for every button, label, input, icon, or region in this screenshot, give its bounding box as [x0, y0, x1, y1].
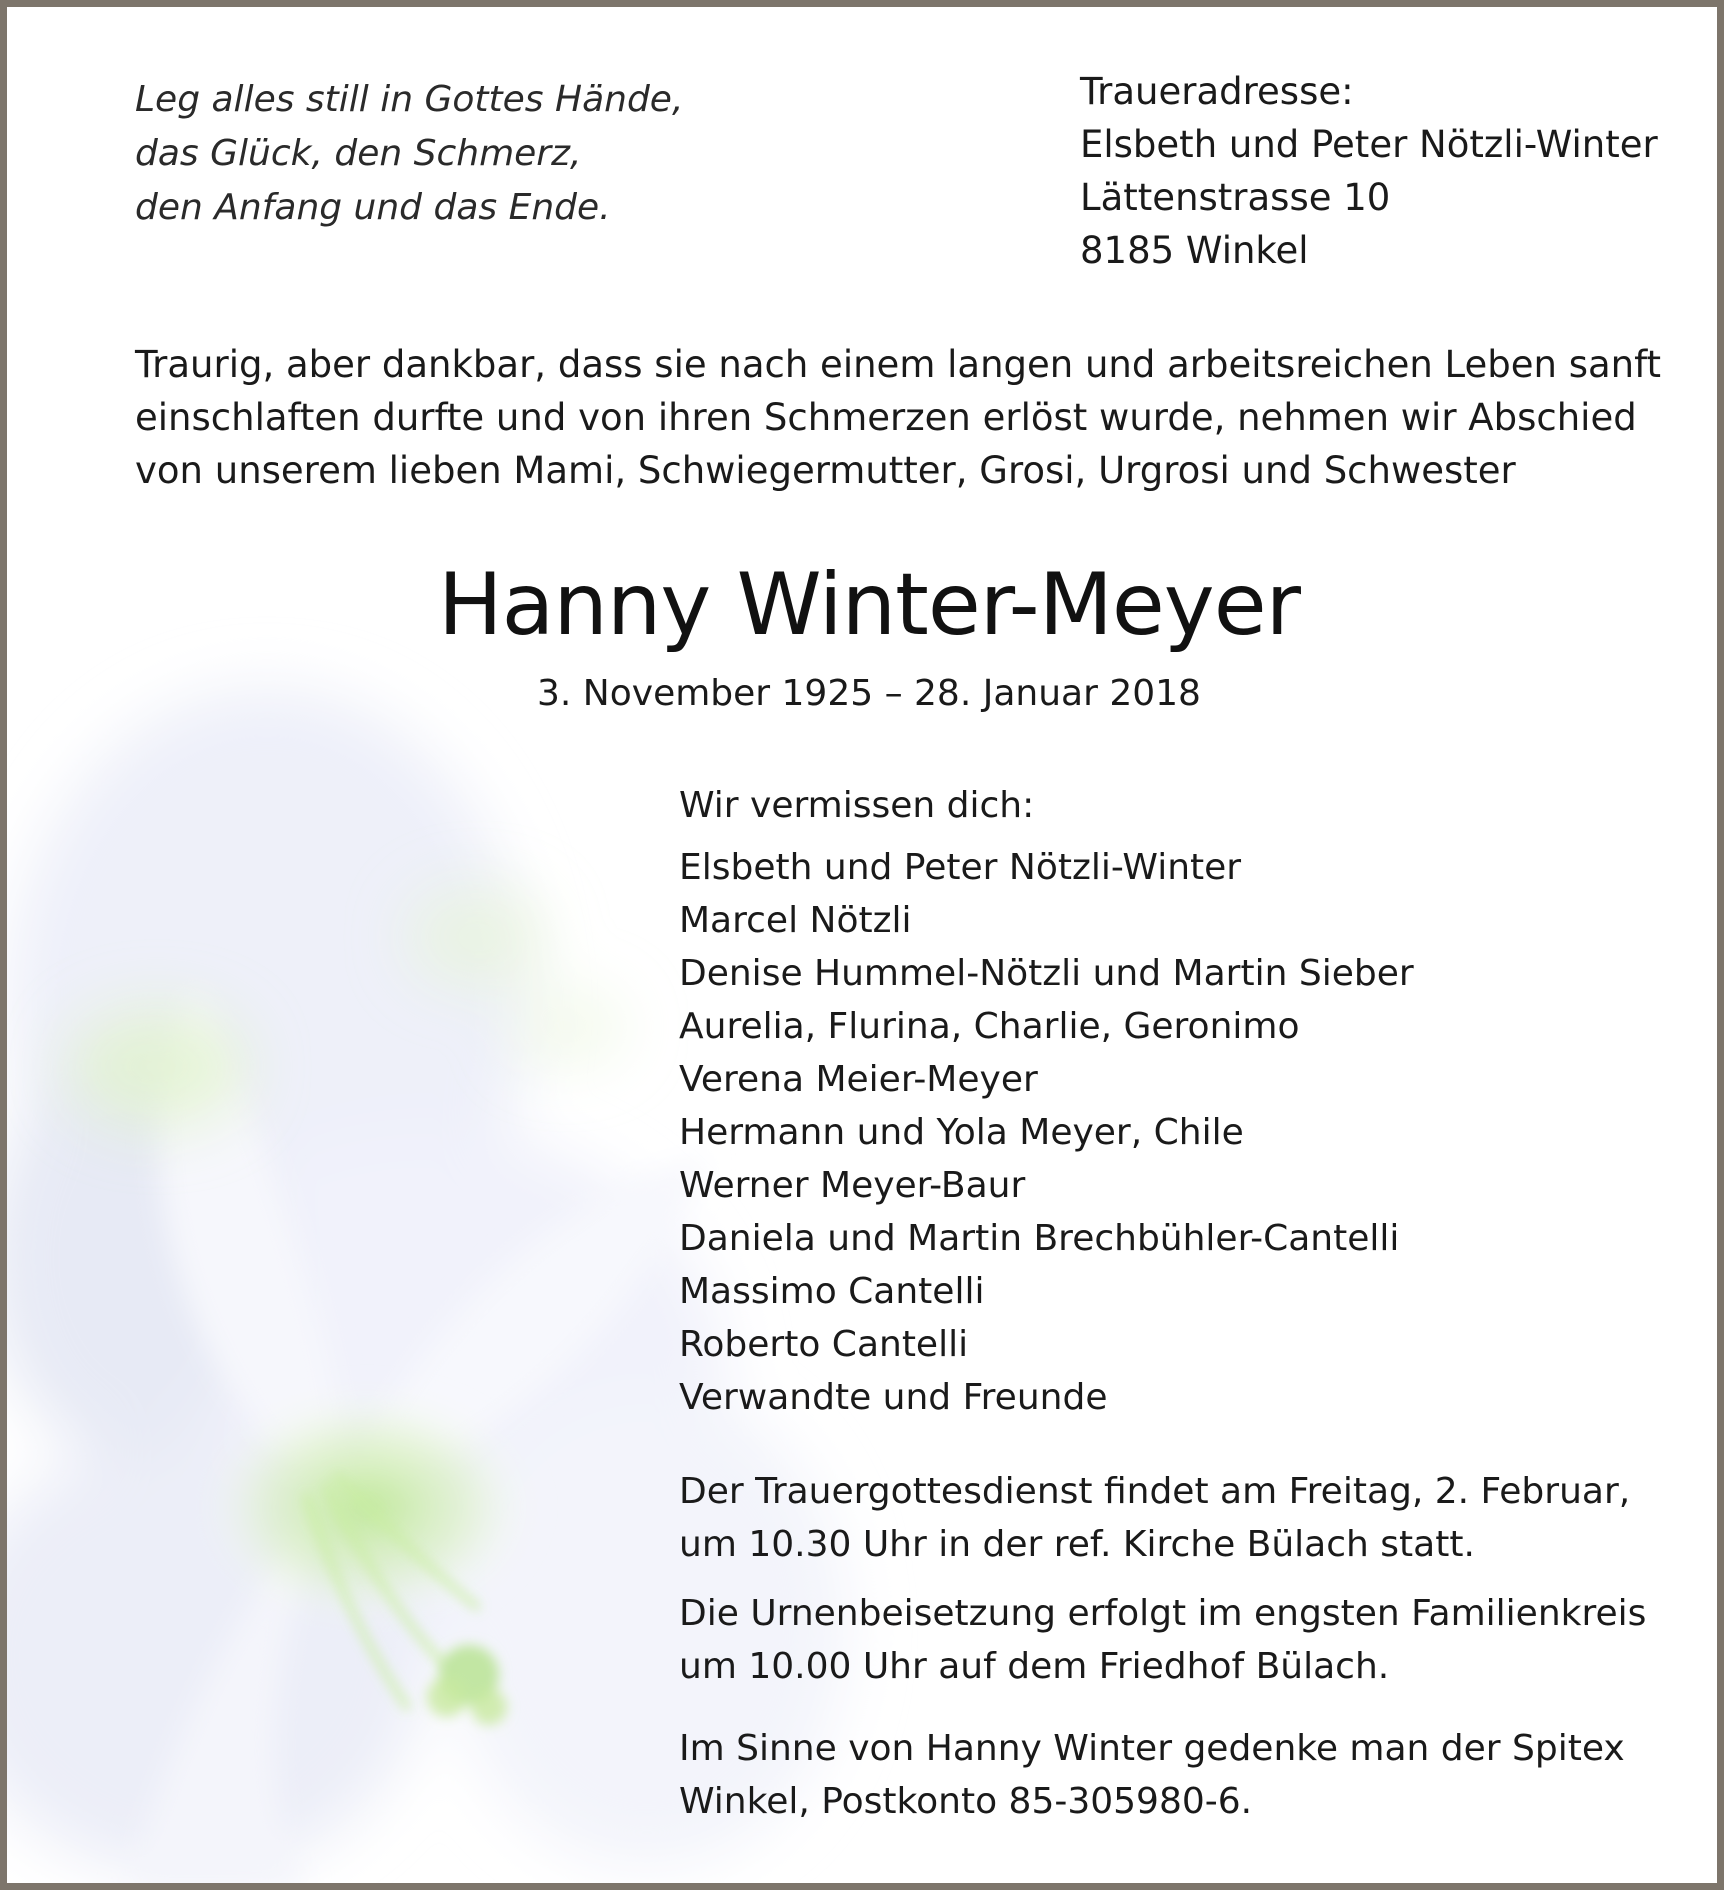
verse-line-3: den Anfang und das Ende. [135, 187, 611, 228]
burial-line-1: Die Urnenbeisetzung erfolgt im engsten Familienkreis [679, 1593, 1647, 1634]
mourner-name: Denise Hummel-Nötzli und Martin Sieber [679, 953, 1414, 994]
poem-verse [135, 73, 683, 235]
donation-info [679, 1722, 1625, 1828]
mourner-name: Verwandte und Freunde [679, 1377, 1108, 1418]
mourners-heading: Wir vermissen dich: [679, 785, 1035, 826]
mourner-name: Hermann und Yola Meyer, Chile [679, 1112, 1244, 1153]
address-line-3: 8185 Winkel [1080, 229, 1309, 272]
mourner-name: Aurelia, Flurina, Charlie, Geronimo [679, 1006, 1300, 1047]
service-line-2: um 10.30 Uhr in der ref. Kirche Bülach statt. [679, 1524, 1475, 1565]
funeral-service-info [679, 1465, 1630, 1571]
mourner-name: Massimo Cantelli [679, 1271, 985, 1312]
mourner-name: Marcel Nötzli [679, 900, 912, 941]
verse-line-2: das Glück, den Schmerz, [135, 133, 582, 174]
service-line-1: Der Trauergottesdienst findet am Freitag, 2. Februar, [679, 1471, 1631, 1512]
verse-line-1: Leg alles still in Gottes Hände, [135, 79, 684, 120]
mourner-name: Daniela und Martin Brechbühler-Cantelli [679, 1218, 1400, 1259]
mourners-list [679, 841, 1414, 1424]
intro-line-2: einschlaften durfte und von ihren Schmerzen erlöst wurde, nehmen wir Abschied [135, 396, 1637, 439]
address-line-1: Elsbeth und Peter Nötzli-Winter [1080, 123, 1658, 166]
mourner-name: Verena Meier-Meyer [679, 1059, 1038, 1100]
donation-line-1: Im Sinne von Hanny Winter gedenke man der Spitex [679, 1728, 1625, 1769]
intro-line-3: von unserem lieben Mami, Schwiegermutter, Grosi, Urgrosi und Schwester [135, 449, 1516, 492]
mourner-name: Elsbeth und Peter Nötzli-Winter [679, 847, 1242, 888]
mourning-address [1080, 65, 1658, 277]
address-label: Traueradresse: [1080, 70, 1354, 113]
urn-burial-info [679, 1587, 1646, 1693]
donation-line-2: Winkel, Postkonto 85-305980-6. [679, 1781, 1253, 1822]
mourner-name: Roberto Cantelli [679, 1324, 969, 1365]
address-line-2: Lättenstrasse 10 [1080, 176, 1391, 219]
burial-line-2: um 10.00 Uhr auf dem Friedhof Bülach. [679, 1646, 1390, 1687]
mourner-name: Werner Meyer-Baur [679, 1165, 1026, 1206]
deceased-name: Hanny Winter-Meyer [438, 555, 1300, 655]
announcement-intro [135, 338, 1662, 497]
life-dates: 3. November 1925 – 28. Januar 2018 [537, 673, 1201, 714]
intro-line-1: Traurig, aber dankbar, dass sie nach einem langen und arbeitsreichen Leben sanft [135, 343, 1662, 386]
